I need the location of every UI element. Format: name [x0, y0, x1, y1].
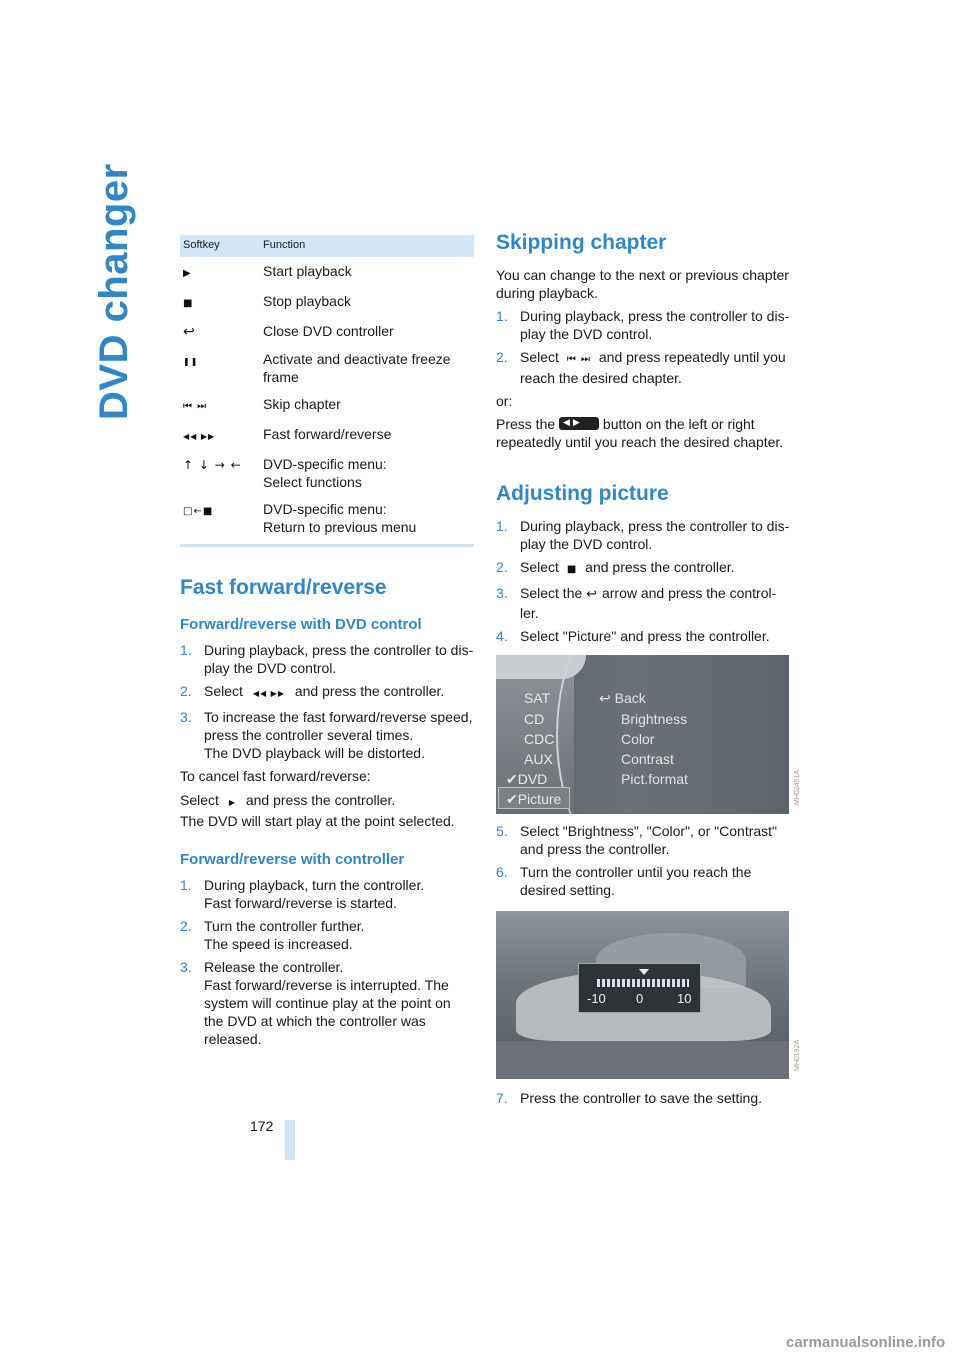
fast-forward-reverse-icon: ◀◀ ▶▶	[183, 432, 216, 441]
left-right-button-icon: ◀ ▶	[559, 417, 599, 430]
function-text: Skip chapter	[263, 396, 341, 412]
image-code: MH02451A	[794, 769, 801, 805]
pause-icon: ❚❚	[183, 357, 199, 366]
cancel-result: The DVD will start play at the point selected.	[180, 813, 455, 829]
adjusting-steps-a	[496, 517, 790, 645]
table-row	[180, 317, 474, 345]
adjusting-steps-c	[496, 1089, 790, 1107]
stop-icon: ■	[566, 564, 578, 575]
function-text: Fast forward/reverse	[263, 426, 392, 442]
list-item: 1. During playback, press the controller to dis-play the DVD control.	[180, 642, 474, 676]
scale-ticks	[597, 979, 689, 987]
list-item: 3. Release the controller. Fast forward/reverse is interrupted. The system will continue play at the point on the DVD at which the controller was released.	[180, 959, 451, 1047]
table-row	[180, 345, 474, 390]
function-text: DVD-specific menu: Select functions	[263, 456, 387, 490]
dvd-control-steps	[180, 641, 474, 762]
subsection-title-dvd-control: Forward/reverse with DVD control	[180, 616, 422, 633]
brightness-setting-screenshot	[496, 911, 789, 1079]
header-softkey: Softkey	[180, 235, 263, 257]
skipping-intro: You can change to the next or previous chapter during playback.	[496, 267, 789, 301]
list-item: 4. Select "Picture" and press the controller.	[496, 628, 770, 644]
table-header	[180, 235, 474, 257]
menu-option: Pict.format	[621, 771, 688, 787]
menu-option: Brightness	[621, 711, 688, 727]
scale-label: 10	[677, 991, 692, 1006]
menu-source-item: SAT	[524, 690, 551, 706]
function-text: DVD-specific menu: Return to previous menu	[263, 501, 417, 535]
table-row	[180, 257, 474, 287]
function-text: Start playback	[263, 263, 352, 279]
list-item: 2. Select ◀◀ ▶▶ and press the controller.	[180, 682, 474, 703]
menu-source-item: CDC	[524, 731, 555, 747]
adjusting-steps-b	[496, 822, 790, 899]
table-row	[180, 420, 474, 450]
list-item: 1. During playback, press the controller to dis-play the DVD control.	[496, 518, 790, 552]
image-code: MH0192A	[794, 1039, 801, 1071]
list-item: 5. Select "Brightness", "Color", or "Contrast" and press the controller.	[496, 823, 778, 857]
list-item: 1. During playback, turn the controller. Fast forward/reverse is started.	[180, 877, 425, 911]
left-column	[180, 235, 474, 1053]
cancel-instruction: Select ▶ and press the controller.	[180, 791, 474, 812]
direction-arrows-icon: ↑ ↓ → ←	[183, 458, 242, 472]
section-title-fast-forward: Fast forward/reverse	[180, 576, 387, 599]
cancel-intro: To cancel fast forward/reverse:	[180, 768, 371, 784]
list-item: 6. Turn the controller until you reach the desired setting.	[496, 864, 752, 898]
page-marker-bar	[285, 1120, 295, 1160]
menu-option: ↩ Back	[599, 690, 646, 706]
menu-source-item: CD	[524, 711, 545, 727]
section-title-skipping: Skipping chapter	[496, 231, 667, 254]
or-text: or:	[496, 393, 513, 409]
function-text: Close DVD controller	[263, 323, 394, 339]
list-item: 2. Turn the controller further. The speed is increased.	[180, 918, 365, 952]
scale-label: 0	[636, 991, 644, 1006]
table-row	[180, 450, 474, 495]
function-text: Stop playback	[263, 293, 351, 309]
stop-icon: ■	[183, 298, 194, 309]
controller-steps	[180, 876, 474, 1048]
list-item: 2. Select ⏮ ⏭ and press repeatedly until you reach the desired chapter.	[496, 349, 786, 386]
list-item: 2. Select ■ and press the controller.	[496, 558, 790, 579]
skipping-steps	[496, 307, 790, 387]
return-arrow-icon: ↩	[586, 587, 599, 602]
menu-option: Contrast	[621, 751, 674, 767]
menu-source-item: AUX	[524, 751, 553, 767]
table-row	[180, 287, 474, 317]
return-arrow-icon: ↩	[183, 324, 196, 340]
list-item: 3. To increase the fast forward/reverse speed, press the controller several times. The DVD playback will be distorted.	[180, 709, 473, 761]
menu-return-icon: □←■	[183, 506, 214, 517]
skip-icon: ⏮ ⏭	[566, 354, 591, 365]
scale-label: -10	[587, 991, 606, 1006]
setting-scale-box	[578, 963, 701, 1013]
table-row	[180, 390, 474, 420]
watermark: carmanualsonline.info	[786, 1334, 946, 1351]
subsection-title-controller: Forward/reverse with controller	[180, 851, 405, 868]
skip-icon: ⏮ ⏭	[183, 401, 208, 412]
play-icon: ▶	[183, 268, 192, 279]
table-bottom-rule	[180, 544, 474, 547]
table-row	[180, 495, 474, 544]
chapter-side-title: DVD changer	[92, 163, 136, 420]
header-function: Function	[263, 235, 474, 257]
play-icon: ▶	[228, 798, 236, 807]
softkey-table	[180, 235, 474, 544]
menu-source-item: ✔DVD	[506, 771, 548, 787]
menu-option: Color	[621, 731, 655, 747]
page-number: 172	[250, 1118, 274, 1134]
menu-source-item: ✔Picture	[506, 791, 562, 807]
right-column	[496, 230, 801, 1112]
list-item: 7. Press the controller to save the setting.	[496, 1090, 763, 1106]
section-title-adjusting: Adjusting picture	[496, 482, 669, 505]
picture-menu-screenshot	[496, 655, 789, 814]
list-item: 3. Select the ↩ arrow and press the control-ler.	[496, 585, 777, 621]
list-item: 1. During playback, press the controller to dis-play the DVD control.	[496, 308, 790, 342]
fast-forward-reverse-icon: ◀◀ ▶▶	[252, 689, 285, 698]
function-text: Activate and deactivate freeze frame	[263, 351, 451, 385]
scale-marker-icon	[639, 969, 649, 975]
press-button-instruction: Press the ◀ ▶ button on the left or right repeatedly until you reach the desired chapter.	[496, 416, 784, 450]
